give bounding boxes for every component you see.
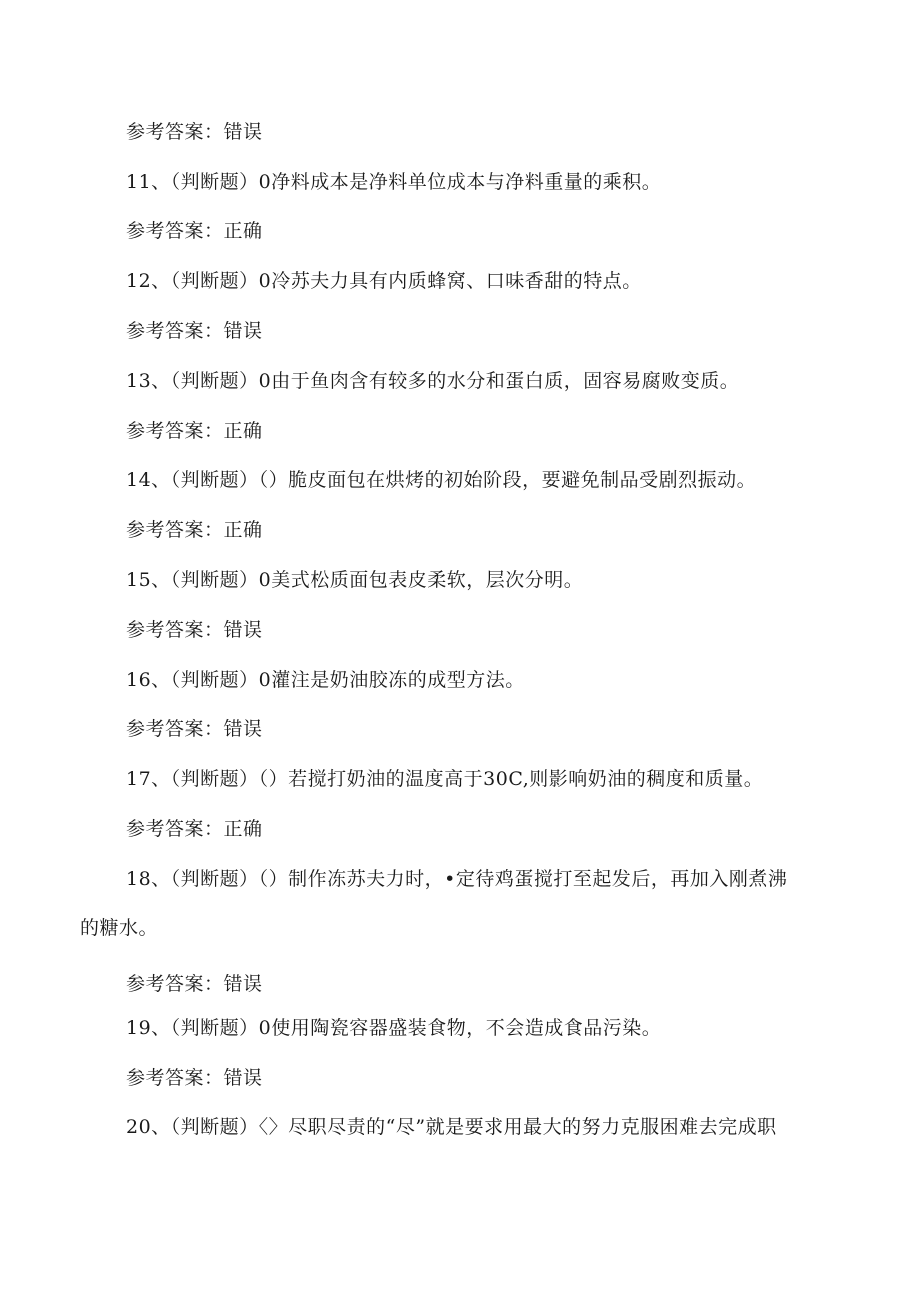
question-18-continuation: 的糖水。 (80, 917, 159, 939)
answer-line: 参考答案：错误 (126, 121, 263, 143)
question-20: 20、（判断题）〈〉尽职尽责的“尽”就是要求用最大的努力克服困难去完成职 (126, 1116, 777, 1138)
question-15: 15、（判断题）0美式松质面包表皮柔软，层次分明。 (126, 569, 584, 591)
question-12: 12、（判断题）0冷苏夫力具有内质蜂窝、口味香甜的特点。 (126, 270, 642, 292)
question-11: 11、（判断题）0净料成本是净料单位成本与净料重量的乘积。 (126, 171, 662, 193)
answer-line: 参考答案：正确 (126, 519, 263, 541)
answer-line: 参考答案：错误 (126, 718, 263, 740)
question-14: 14、（判断题）（）脆皮面包在烘烤的初始阶段，要避免制品受剧烈振动。 (126, 469, 757, 491)
question-19: 19、（判断题）0使用陶瓷容器盛装食物，不会造成食品污染。 (126, 1017, 662, 1039)
question-16: 16、（判断题）0灌注是奶油胶冻的成型方法。 (126, 669, 525, 691)
question-17: 17、（判断题）（）若搅打奶油的温度高于30C,则影响奶油的稠度和质量。 (126, 768, 764, 790)
answer-line: 参考答案：错误 (126, 619, 263, 641)
answer-line: 参考答案：错误 (126, 973, 263, 995)
answer-line: 参考答案：正确 (126, 220, 263, 242)
answer-line: 参考答案：正确 (126, 420, 263, 442)
answer-line: 参考答案：错误 (126, 320, 263, 342)
question-18: 18、（判断题）（）制作冻苏夫力时，•定待鸡蛋搅打至起发后，再加入刚煮沸 (126, 868, 788, 890)
answer-line: 参考答案：正确 (126, 818, 263, 840)
answer-line: 参考答案：错误 (126, 1067, 263, 1089)
question-13: 13、（判断题）0由于鱼肉含有较多的水分和蛋白质，固容易腐败变质。 (126, 370, 740, 392)
